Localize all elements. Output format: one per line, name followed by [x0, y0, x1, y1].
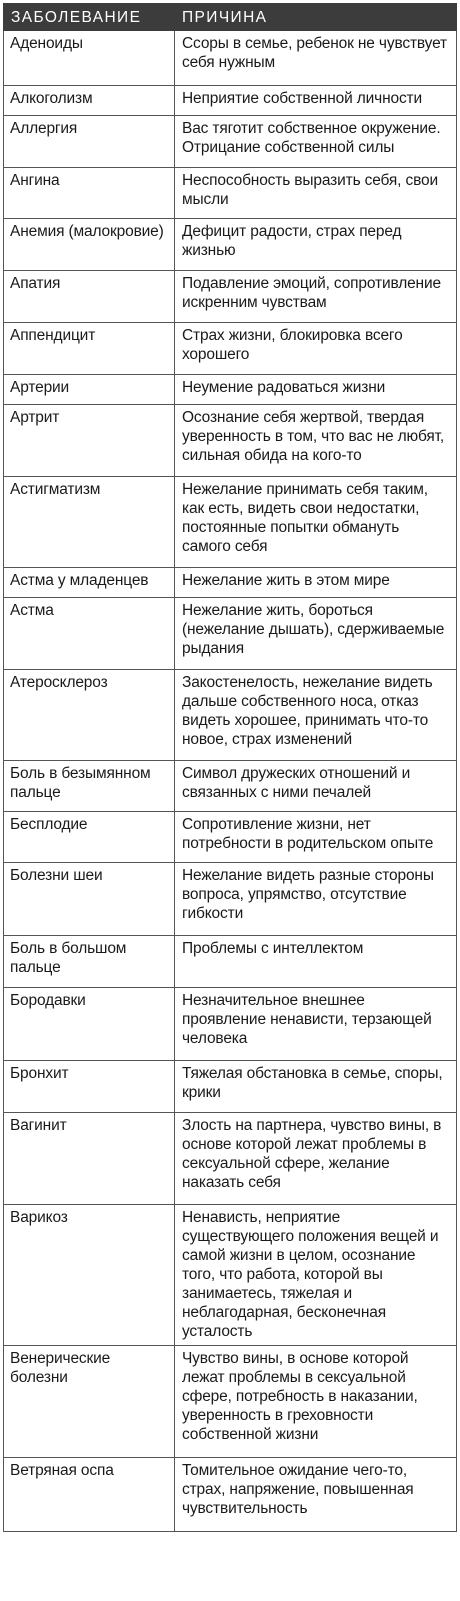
disease-cell: Аппендицит	[4, 323, 175, 375]
disease-cell: Боль в безымянном пальце	[4, 761, 175, 812]
cause-cell: Ссоры в семье, ребенок не чувствует себя нужным	[175, 31, 457, 86]
disease-cell: Апатия	[4, 271, 175, 323]
cause-cell: Злость на партнера, чувство вины, в основе которой лежат проблемы в сексуальной сфере, желание наказать себя	[175, 1113, 457, 1205]
disease-cell: Боль в большом пальце	[4, 936, 175, 988]
cause-cell: Неприятие собственной личности	[175, 86, 457, 116]
disease-cell: Артрит	[4, 405, 175, 477]
cause-cell: Закостенелость, нежелание видеть дальше собственного носа, отказ видеть хорошее, принимать что-то новое, страх изменений	[175, 670, 457, 761]
disease-cell: Венерические болезни	[4, 1346, 175, 1458]
cause-cell: Чувство вины, в основе которой лежат проблемы в сексуальной сфере, потребность в наказании, уверенность в греховности собственной жизни	[175, 1346, 457, 1458]
table-row	[4, 568, 457, 598]
table-row	[4, 375, 457, 405]
disease-cell: Анемия (малокровие)	[4, 219, 175, 271]
disease-cell: Варикоз	[4, 1205, 175, 1346]
table-row	[4, 168, 457, 219]
cause-cell: Проблемы с интеллектом	[175, 936, 457, 988]
cause-cell: Вас тяготит собственное окружение. Отрицание собственной силы	[175, 116, 457, 168]
table-row	[4, 31, 457, 86]
disease-cell: Ветряная оспа	[4, 1458, 175, 1532]
cause-cell: Ненависть, неприятие существующего положения вещей и самой жизни в целом, осознание того, что работа, которой вы занимаетесь, тяжелая и неблагодарная, бесконечная усталость	[175, 1205, 457, 1346]
disease-cell: Бронхит	[4, 1061, 175, 1113]
table-row	[4, 1346, 457, 1458]
header-cause: ПРИЧИНА	[175, 4, 457, 31]
table-row	[4, 405, 457, 477]
table-row	[4, 323, 457, 375]
cause-cell: Нежелание принимать себя таким, как есть, видеть свои недостатки, постоянные попытки обмануть самого себя	[175, 477, 457, 568]
disease-cause-table	[3, 3, 457, 1532]
table-row	[4, 598, 457, 670]
cause-cell: Тяжелая обстановка в семье, споры, крики	[175, 1061, 457, 1113]
disease-cell: Артерии	[4, 375, 175, 405]
table-row	[4, 863, 457, 936]
cause-cell: Подавление эмоций, сопротивление искренним чувствам	[175, 271, 457, 323]
cause-cell: Неспособность выразить себя, свои мысли	[175, 168, 457, 219]
cause-cell: Символ дружеских отношений и связанных с ними печалей	[175, 761, 457, 812]
cause-cell: Страх жизни, блокировка всего хорошего	[175, 323, 457, 375]
cause-cell: Сопротивление жизни, нет потребности в родительском опыте	[175, 812, 457, 863]
table-row	[4, 1458, 457, 1532]
table-row	[4, 812, 457, 863]
disease-cell: Астма у младенцев	[4, 568, 175, 598]
cause-cell: Томительное ожидание чего-то, страх, напряжение, повышенная чувствительность	[175, 1458, 457, 1532]
disease-cell: Вагинит	[4, 1113, 175, 1205]
table-row	[4, 988, 457, 1061]
cause-cell: Нежелание жить в этом мире	[175, 568, 457, 598]
disease-cell: Алкоголизм	[4, 86, 175, 116]
cause-cell: Незначительное внешнее проявление ненависти, терзающей человека	[175, 988, 457, 1061]
cause-cell: Осознание себя жертвой, твердая уверенность в том, что вас не любят, сильная обида на кого-то	[175, 405, 457, 477]
table-row	[4, 1061, 457, 1113]
disease-cell: Аденоиды	[4, 31, 175, 86]
table-row	[4, 1205, 457, 1346]
table-header-row	[4, 4, 457, 31]
disease-cell: Астма	[4, 598, 175, 670]
disease-cell: Астигматизм	[4, 477, 175, 568]
disease-cell: Бородавки	[4, 988, 175, 1061]
table-row	[4, 936, 457, 988]
header-disease: ЗАБОЛЕВАНИЕ	[4, 4, 175, 31]
table-row	[4, 116, 457, 168]
table-row	[4, 761, 457, 812]
table-row	[4, 219, 457, 271]
table-row	[4, 477, 457, 568]
disease-cell: Аллергия	[4, 116, 175, 168]
disease-cell: Бесплодие	[4, 812, 175, 863]
cause-cell: Неумение радоваться жизни	[175, 375, 457, 405]
table-row	[4, 670, 457, 761]
disease-cell: Ангина	[4, 168, 175, 219]
table-row	[4, 1113, 457, 1205]
disease-cell: Болезни шеи	[4, 863, 175, 936]
cause-cell: Нежелание жить, бороться (нежелание дышать), сдерживаемые рыдания	[175, 598, 457, 670]
cause-cell: Дефицит радости, страх перед жизнью	[175, 219, 457, 271]
table-row	[4, 86, 457, 116]
cause-cell: Нежелание видеть разные стороны вопроса, упрямство, отсутствие гибкости	[175, 863, 457, 936]
table-row	[4, 271, 457, 323]
disease-cell: Атеросклероз	[4, 670, 175, 761]
